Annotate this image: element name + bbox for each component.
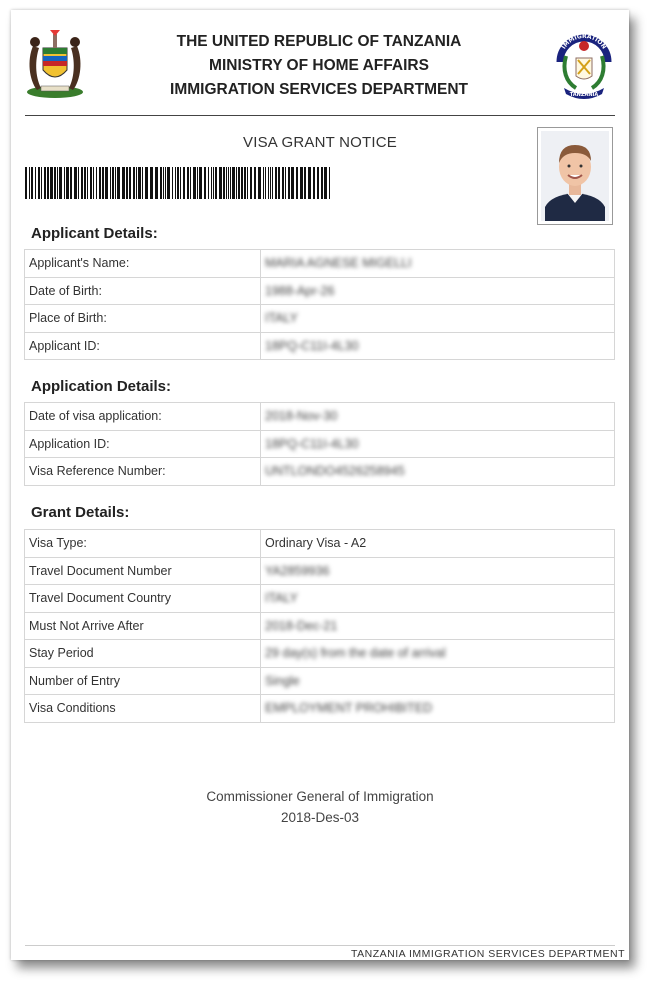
- barcode-bar: [324, 167, 327, 199]
- barcode-bar: [38, 167, 40, 199]
- applicant-details-heading: Applicant Details:: [31, 225, 158, 242]
- barcode-bar: [54, 167, 56, 199]
- detail-label: Travel Document Country: [25, 585, 261, 613]
- detail-label: Visa Conditions: [25, 695, 261, 723]
- barcode-bar: [59, 167, 62, 199]
- detail-row: [25, 250, 615, 278]
- detail-value: [261, 458, 615, 486]
- barcode-bar: [247, 167, 248, 199]
- applicant-photo: [537, 127, 613, 225]
- footer-divider: [25, 945, 615, 946]
- detail-value: [261, 250, 615, 278]
- detail-row: [25, 430, 615, 458]
- grant-details-heading: Grant Details:: [31, 504, 130, 521]
- detail-label: Date of visa application:: [25, 403, 261, 431]
- barcode-bar: [270, 167, 271, 199]
- detail-value: [261, 277, 615, 305]
- barcode-bar: [211, 167, 212, 199]
- barcode-bar: [35, 167, 36, 199]
- signature-block: [25, 786, 615, 828]
- barcode-bar: [138, 167, 141, 199]
- barcode-bar: [175, 167, 176, 199]
- barcode-bar: [115, 167, 116, 199]
- detail-row: [25, 403, 615, 431]
- barcode-bar: [112, 167, 114, 199]
- barcode-bar: [204, 167, 206, 199]
- barcode-bar: [304, 167, 306, 199]
- barcode-bar: [291, 167, 294, 199]
- barcode-bar: [321, 167, 323, 199]
- application-details-table: [24, 402, 615, 486]
- barcode-bar: [66, 167, 69, 199]
- barcode-bar: [190, 167, 191, 199]
- svg-text:IMMIGRATION: IMMIGRATION: [560, 32, 608, 51]
- barcode-bar: [244, 167, 246, 199]
- detail-value: [261, 305, 615, 333]
- detail-row: [25, 695, 615, 723]
- detail-label: Place of Birth:: [25, 305, 261, 333]
- detail-value-text: 2018-Nov-30: [265, 409, 338, 424]
- barcode-bar: [136, 167, 137, 199]
- barcode-bar: [50, 167, 53, 199]
- header-title: [131, 30, 507, 102]
- detail-row: [25, 530, 615, 558]
- barcode-bar: [263, 167, 264, 199]
- detail-label: Must Not Arrive After: [25, 612, 261, 640]
- detail-row: [25, 585, 615, 613]
- applicant-details-table: [24, 249, 615, 360]
- notice-title: VISA GRANT NOTICE: [243, 134, 397, 151]
- detail-label: Applicant ID:: [25, 332, 261, 360]
- barcode-bar: [288, 167, 290, 199]
- application-details-heading: Application Details:: [31, 378, 172, 395]
- barcode-bar: [183, 167, 185, 199]
- barcode-bar: [41, 167, 42, 199]
- detail-row: [25, 557, 615, 585]
- detail-value-text: ITALY: [265, 311, 298, 326]
- detail-value: [261, 403, 615, 431]
- applicant-photo-icon: [541, 131, 609, 221]
- tanzania-coat-of-arms-icon: [23, 26, 87, 102]
- barcode-bar: [126, 167, 128, 199]
- barcode-bar: [265, 167, 266, 199]
- barcode-bar: [105, 167, 108, 199]
- detail-label: Stay Period: [25, 640, 261, 668]
- detail-row: [25, 332, 615, 360]
- barcode-bar: [167, 167, 170, 199]
- barcode-bar: [133, 167, 135, 199]
- detail-label: Visa Type:: [25, 530, 261, 558]
- barcode-bar: [228, 167, 229, 199]
- detail-value-text: Ordinary Visa - A2: [265, 536, 367, 551]
- signatory-title: Commissioner General of Immigration: [206, 789, 434, 804]
- barcode-bar: [308, 167, 311, 199]
- barcode-icon: [25, 167, 330, 199]
- barcode-bar: [254, 167, 256, 199]
- detail-row: [25, 612, 615, 640]
- barcode-bar: [64, 167, 65, 199]
- detail-value: [261, 612, 615, 640]
- barcode-bar: [187, 167, 189, 199]
- barcode-bar: [142, 167, 143, 199]
- barcode-bar: [238, 167, 240, 199]
- detail-value: [261, 530, 615, 558]
- barcode-bar: [213, 167, 214, 199]
- barcode-bar: [145, 167, 148, 199]
- detail-value-text: YA2859936: [265, 563, 330, 578]
- barcode-bar: [74, 167, 77, 199]
- barcode-bar: [93, 167, 94, 199]
- barcode-bar: [122, 167, 125, 199]
- barcode-bar: [84, 167, 86, 199]
- detail-label: Application ID:: [25, 430, 261, 458]
- detail-row: [25, 667, 615, 695]
- immigration-crest-icon: [552, 26, 616, 102]
- barcode-bar: [163, 167, 164, 199]
- detail-value: [261, 332, 615, 360]
- visa-grant-notice-page: [11, 10, 629, 960]
- barcode-bar: [81, 167, 83, 199]
- barcode-bar: [117, 167, 120, 199]
- barcode-bar: [219, 167, 222, 199]
- detail-value: [261, 667, 615, 695]
- barcode-bar: [272, 167, 273, 199]
- detail-value: [261, 640, 615, 668]
- svg-text:TANZANIA: TANZANIA: [569, 92, 599, 98]
- barcode-bar: [177, 167, 179, 199]
- barcode-bar: [230, 167, 231, 199]
- barcode-bar: [129, 167, 131, 199]
- header-line-department: IMMIGRATION SERVICES DEPARTMENT: [170, 81, 468, 98]
- detail-row: [25, 305, 615, 333]
- barcode-bar: [215, 167, 217, 199]
- barcode-bar: [110, 167, 111, 199]
- barcode-bar: [313, 167, 315, 199]
- barcode-bar: [150, 167, 153, 199]
- barcode-bar: [96, 167, 97, 199]
- signature-date: 2018-Des-03: [280, 810, 360, 825]
- header-line-republic: THE UNITED REPUBLIC OF TANZANIA: [176, 33, 462, 50]
- header-line-ministry: MINISTRY OF HOME AFFAIRS: [209, 57, 429, 74]
- detail-value-text: UNTLONDO4526258945: [265, 464, 405, 479]
- barcode-bar: [208, 167, 209, 199]
- barcode-bar: [160, 167, 162, 199]
- detail-value: [261, 695, 615, 723]
- barcode-bar: [155, 167, 158, 199]
- barcode-bar: [282, 167, 284, 199]
- detail-value-text: 18PQ-C11I-4L30: [265, 338, 359, 353]
- barcode-bar: [44, 167, 46, 199]
- detail-value-text: EMPLOYMENT PROHIBITED: [265, 701, 433, 716]
- barcode-bar: [87, 167, 88, 199]
- barcode-bar: [236, 167, 237, 199]
- barcode-bar: [25, 167, 27, 199]
- detail-value-text: 18PQ-C11I-4L30: [265, 436, 359, 451]
- detail-value: [261, 557, 615, 585]
- barcode-bar: [258, 167, 261, 199]
- barcode-bar: [241, 167, 243, 199]
- detail-value: [261, 585, 615, 613]
- barcode-bar: [232, 167, 235, 199]
- barcode-bar: [317, 167, 319, 199]
- detail-label: Date of Birth:: [25, 277, 261, 305]
- barcode-bar: [165, 167, 166, 199]
- detail-value-text: MARIA AGNESE MIGELLI: [265, 256, 412, 271]
- detail-label: Number of Entry: [25, 667, 261, 695]
- footer-text: TANZANIA IMMIGRATION SERVICES DEPARTMENT: [351, 948, 625, 960]
- barcode-bar: [172, 167, 173, 199]
- detail-label: Travel Document Number: [25, 557, 261, 585]
- barcode-bar: [193, 167, 196, 199]
- detail-value-text: ITALY: [265, 591, 298, 606]
- detail-label: Visa Reference Number:: [25, 458, 261, 486]
- barcode-bar: [226, 167, 227, 199]
- detail-value-text: 1988-Apr-26: [265, 283, 335, 298]
- barcode-bar: [300, 167, 303, 199]
- barcode-bar: [99, 167, 101, 199]
- barcode-bar: [223, 167, 225, 199]
- barcode-bar: [268, 167, 269, 199]
- header-divider: [25, 115, 615, 116]
- detail-value-text: 29 day(s) from the date of arrival: [265, 646, 446, 661]
- barcode-bar: [57, 167, 58, 199]
- barcode-bar: [31, 167, 33, 199]
- barcode-bar: [197, 167, 198, 199]
- barcode-bar: [296, 167, 298, 199]
- barcode-bar: [278, 167, 280, 199]
- detail-row: [25, 458, 615, 486]
- grant-details-table: [24, 529, 615, 723]
- detail-row: [25, 277, 615, 305]
- barcode-bar: [90, 167, 92, 199]
- barcode-bar: [250, 167, 252, 199]
- barcode-bar: [102, 167, 104, 199]
- barcode-bar: [180, 167, 181, 199]
- detail-value: [261, 430, 615, 458]
- barcode-bar: [329, 167, 330, 199]
- detail-label: Applicant's Name:: [25, 250, 261, 278]
- barcode-bar: [47, 167, 49, 199]
- barcode-bar: [275, 167, 277, 199]
- detail-row: [25, 640, 615, 668]
- barcode-bar: [70, 167, 72, 199]
- barcode-bar: [29, 167, 30, 199]
- detail-value-text: Single: [265, 673, 300, 688]
- barcode-bar: [285, 167, 286, 199]
- detail-value-text: 2018-Dec-21: [265, 618, 338, 633]
- barcode-bar: [199, 167, 202, 199]
- barcode-bar: [78, 167, 79, 199]
